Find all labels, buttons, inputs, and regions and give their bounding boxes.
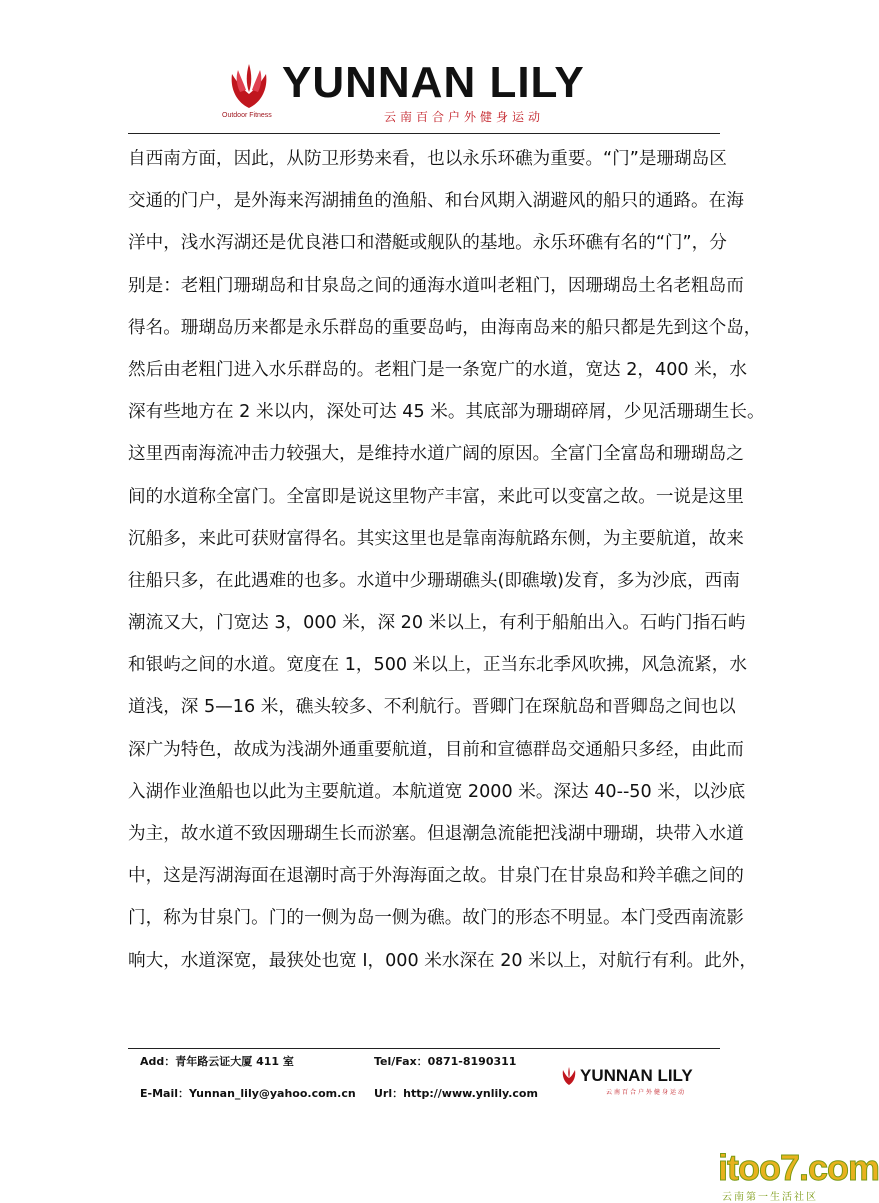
footer-divider [128, 1048, 720, 1049]
text-line: 然后由老粗门进入水乐群岛的。老粗门是一条宽广的水道，宽达 2，400 米，水 [128, 359, 747, 380]
footer-email: E-Mail：Yunnan_lily@yahoo.com.cn [140, 1087, 356, 1100]
text-line: 沉船多，来此可获财富得名。其实这里也是靠南海航路东侧，为主要航道，故来 [128, 528, 744, 549]
text-line: 入湖作业渔船也以此为主要航道。本航道宽 2000 米。深达 40--50 米，以沙底 [128, 781, 746, 802]
text-line: 门，称为甘泉门。门的一侧为岛一侧为礁。故门的形态不明显。本门受西南流影 [128, 908, 744, 929]
lily-logo-small-icon [560, 1066, 578, 1086]
text-line: 得名。珊瑚岛历来都是永乐群岛的重要岛屿，由海南岛来的船只都是先到这个岛， [128, 317, 762, 338]
text-line: 为主，故水道不致因珊瑚生长而淤塞。但退潮急流能把浅湖中珊瑚，块带入水道 [128, 824, 744, 844]
brand-name: YUNNAN LILY [282, 58, 585, 107]
text-line: 这里西南海流冲击力较强大，是维持水道广阔的原因。全富门全富岛和珊瑚岛之 [128, 444, 744, 465]
brand-tagline: Outdoor Fitness [222, 112, 272, 119]
footer-telfax: Tel/Fax：0871-8190311 [374, 1055, 517, 1068]
lily-logo-icon [222, 62, 276, 112]
footer-brand-name: YUNNAN LILY [580, 1066, 693, 1085]
watermark [718, 1147, 879, 1203]
text-line: 道浅，深 5—16 米，礁头较多、不利航行。晋卿门在琛航岛和晋卿岛之间也以 [128, 697, 736, 718]
brand-name-chinese: 云南百合户外健身运动 [384, 110, 545, 124]
footer-logo [560, 1066, 720, 1096]
text-line: 交通的门户，是外海来泻湖捕鱼的渔船、和台风期入湖避风的船只的通路。在海 [128, 191, 744, 212]
text-line: 深有些地方在 2 米以内，深处可达 45 米。其底部为珊瑚碎屑，少见活珊瑚生长。 [128, 402, 765, 423]
text-line: 间的水道称全富门。全富即是说这里物产丰富，来此可以变富之故。一说是这里 [128, 486, 744, 507]
text-line: 深广为特色，故成为浅湖外通重要航道，目前和宣德群岛交通船只多经，由此而 [128, 739, 744, 760]
text-line: 潮流又大，门宽达 3，000 米，深 20 米以上，有利于船舶出入。石屿门指石屿 [128, 613, 746, 634]
footer-brand-chinese: 云南百合户外健身运动 [606, 1089, 687, 1096]
text-line: 洋中，浅水泻湖还是优良港口和潜艇或舰队的基地。永乐环礁有名的“门”，分 [128, 233, 727, 254]
footer-address: Add：青年路云证大厦 411 室 [140, 1055, 294, 1068]
text-line: 别是：老粗门珊瑚岛和甘泉岛之间的通海水道叫老粗门，因珊瑚岛土名老粗岛而 [128, 275, 744, 296]
text-line: 和银屿之间的水道。宽度在 1，500 米以上，正当东北季风吹拂，风急流紧，水 [128, 655, 747, 676]
footer-url: Url：http://www.ynlily.com [374, 1087, 538, 1100]
text-line: 响大，水道深宽，最狭处也宽 Ⅰ，000 米水深在 20 米以上，对航行有利。此外， [128, 950, 757, 971]
watermark-subtitle: 云南第一生活社区 [722, 1192, 818, 1203]
text-line: 中，这是泻湖海面在退潮时高于外海海面之故。甘泉门在甘泉岛和羚羊礁之间的 [128, 866, 744, 887]
text-line: 往船只多，在此遇难的也多。水道中少珊瑚礁头(即礁墩)发育，多为沙底，西南 [128, 570, 740, 591]
watermark-text: itoo7.com [718, 1147, 879, 1188]
page-header [0, 0, 848, 140]
text-line: 自西南方面，因此，从防卫形势来看，也以永乐环礁为重要。“门”是珊瑚岛区 [128, 149, 727, 169]
document-body [128, 138, 765, 982]
header-divider [128, 133, 720, 134]
